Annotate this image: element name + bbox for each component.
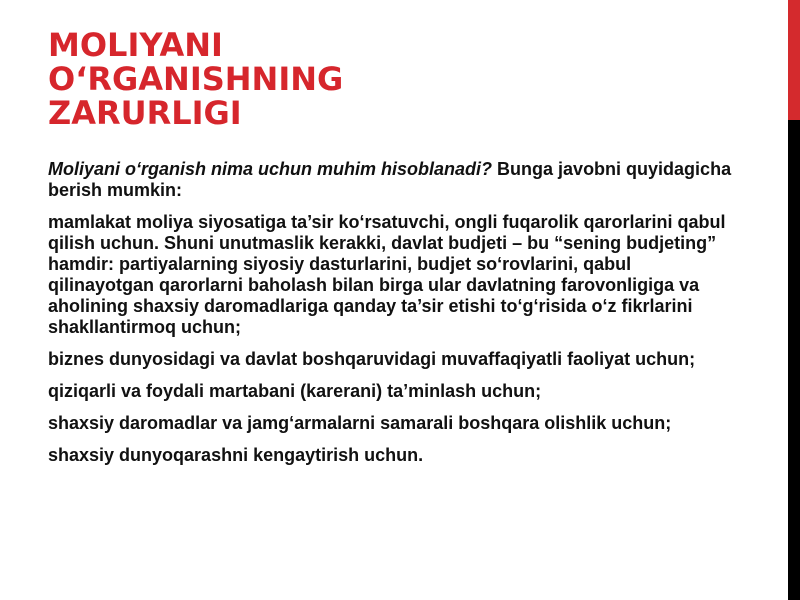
point-paragraph: qiziqarli va foydali martabani (karerani) ta’minlash uchun; — [48, 381, 542, 401]
intro-answer: Bunga javobni quyidagicha berish mumkin: — [48, 159, 732, 200]
point-paragraph: mamlakat moliya siyosatiga ta’sir ko‘rsatuvchi, ongli fuqarolik qarorlarini qabul qilish uchun. Shuni unutmaslik kerakki, davlat budjeti – bu “sening budjeting” hamdir: partiyalarning siyosiy dasturlarini, budjet so‘rovlarini, qabul qilinayotgan qarorlarni baholash bilan birga ular davlatning farovonligiga va aholining shaxsiy daromadlariga qanday ta’sir etishi to‘g‘risida o‘z fikrlarini shakllantirmoq uchun; — [48, 212, 726, 337]
slide-title — [48, 28, 728, 130]
title-line: ZARURLIGI — [48, 94, 242, 132]
point-paragraph: shaxsiy daromadlar va jamg‘armalarni samarali boshqara olishlik uchun; — [48, 413, 672, 433]
intro-paragraph — [48, 159, 738, 201]
point-paragraph: shaxsiy dunyoqarashni kengaytirish uchun. — [48, 445, 424, 465]
accent-bar-black — [788, 120, 800, 600]
accent-bar-red — [788, 0, 800, 120]
slide-body — [48, 159, 738, 477]
point-paragraph: biznes dunyosidagi va davlat boshqaruvidagi muvaffaqiyatli faoliyat uchun; — [48, 349, 696, 369]
title-line: MOLIYANI — [48, 26, 223, 64]
intro-question: Moliyani o‘rganish nima uchun muhim hisoblanadi? — [48, 159, 493, 179]
title-line: O‘RGANISHNING — [48, 60, 344, 98]
